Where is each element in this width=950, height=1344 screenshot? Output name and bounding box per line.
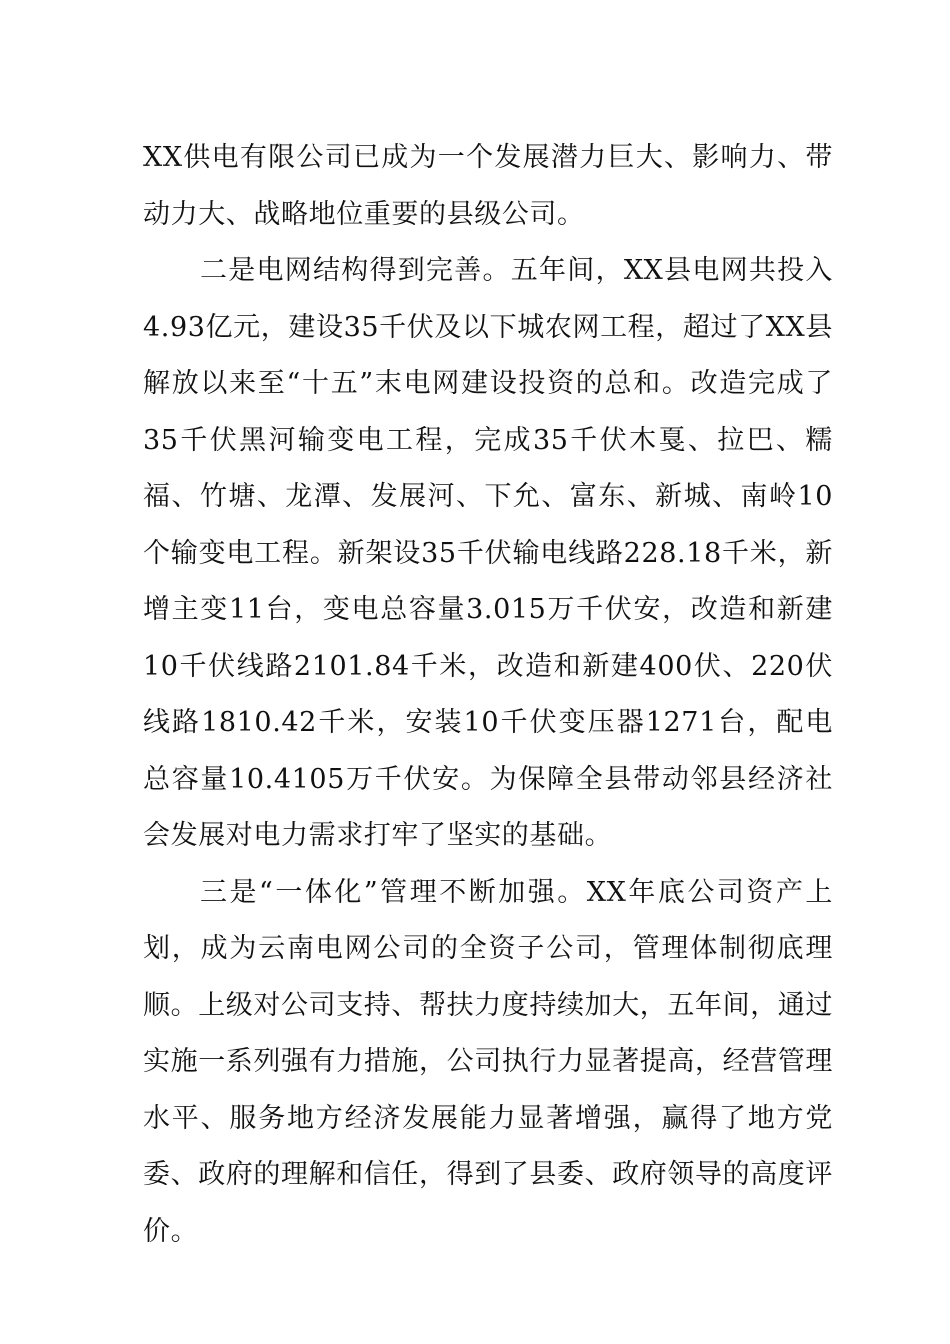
paragraph-1: XX供电有限公司已成为一个发展潜力巨大、影响力、带动力大、战略地位重要的县级公司。: [143, 142, 833, 230]
paragraph-2: 二是电网结构得到完善。五年间，XX县电网共投入4.93亿元，建设35千伏及以下城农网工程，超过了XX县解放以来至“十五”末电网建设投资的总和。改造完成了35千伏黑河输变电工程，完成35千伏木戛、拉巴、糯福、竹塘、龙潭、发展河、下允、富东、新城、南岭10个输变电工程。新架设35千伏输电线路228.18千米，新增主变11台，变电总容量3.015万千伏安，改造和新建10千伏线路2101.84千米，改造和新建400伏、220伏线路1810.42千米，安装10千伏变压器1271台，配电总容量10.4105万千伏安。为保障全县带动邻县经济社会发展对电力需求打牢了坚实的基础。: [143, 255, 833, 851]
document-body: [143, 130, 833, 1260]
paragraph-3: 三是“一体化”管理不断加强。XX年底公司资产上划，成为云南电网公司的全资子公司，管理体制彻底理顺。上级对公司支持、帮扶力度持续加大，五年间，通过实施一系列强有力措施，公司执行力显著提高，经营管理水平、服务地方经济发展能力显著增强，赢得了地方党委、政府的理解和信任，得到了县委、政府领导的高度评价。: [143, 876, 833, 1247]
